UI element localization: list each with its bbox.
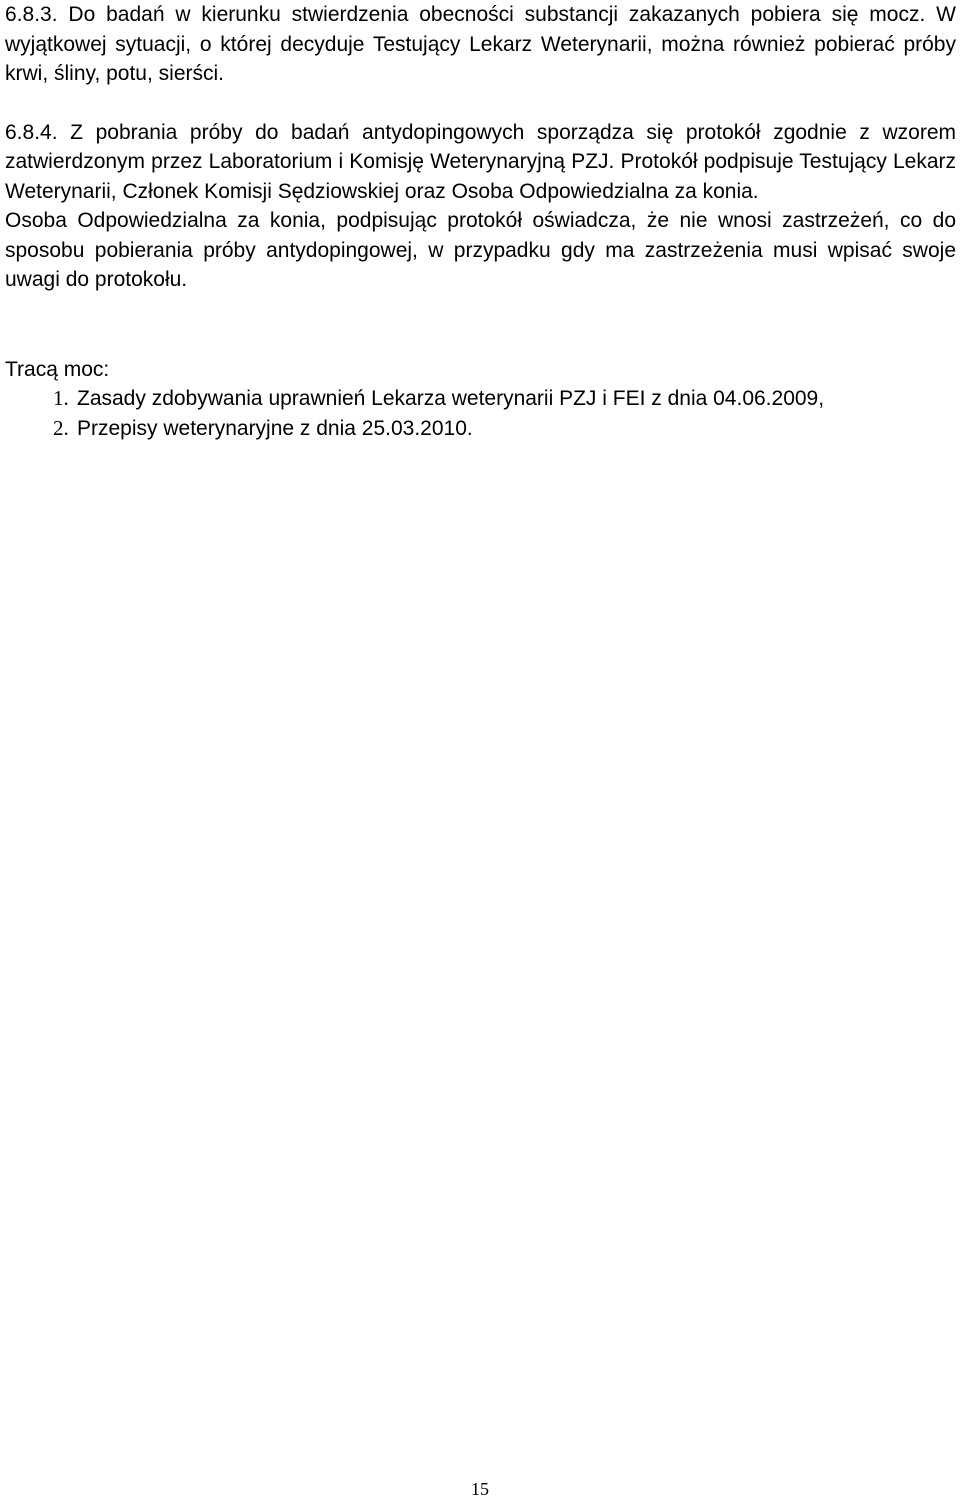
list-item-text: Zasady zdobywania uprawnień Lekarza weterynarii PZJ i FEI z dnia 04.06.2009,	[77, 387, 825, 410]
paragraph-6-8-4: 6.8.4. Z pobrania próby do badań antydopingowych sporządza się protokół zgodnie z wzorem zatwierdzonym przez Laboratorium i Komisję Weterynaryjną PZJ. Protokół podpisuje Testujący Lekarz Weterynarii, Członek Komisji Sędziowskiej oraz Osoba Odpowiedzialna za konia.	[5, 120, 956, 203]
section-spacer	[5, 295, 956, 355]
paragraph-6-8-4-continued: Osoba Odpowiedzialna za konia, podpisując protokół oświadcza, że nie wnosi zastrzeżeń, co do sposobu pobierania próby antydopingowej, w przypadku gdy ma zastrzeżenia musi wpisać swoje uwagi do protokołu.	[5, 209, 956, 291]
paragraph-6-8-3: 6.8.3. Do badań w kierunku stwierdzenia obecności substancji zakazanych pobiera się mocz. W wyjątkowej sytuacji, o której decyduje Testujący Lekarz Weterynarii, można również pobierać próby krwi, śliny, potu, sierści.	[5, 3, 956, 85]
list-item-number: 1.	[53, 386, 69, 410]
document-page	[5, 0, 956, 443]
list-item	[5, 384, 956, 414]
list-item	[5, 414, 956, 444]
paragraph-spacer	[5, 89, 956, 118]
list-item-number: 2.	[53, 415, 69, 440]
list-item-text: Przepisy weterynaryjne z dnia 25.03.2010.	[77, 416, 473, 440]
page-number: 15	[471, 1479, 489, 1499]
repeal-heading: Tracą moc:	[5, 357, 110, 381]
repeal-list	[5, 384, 956, 443]
